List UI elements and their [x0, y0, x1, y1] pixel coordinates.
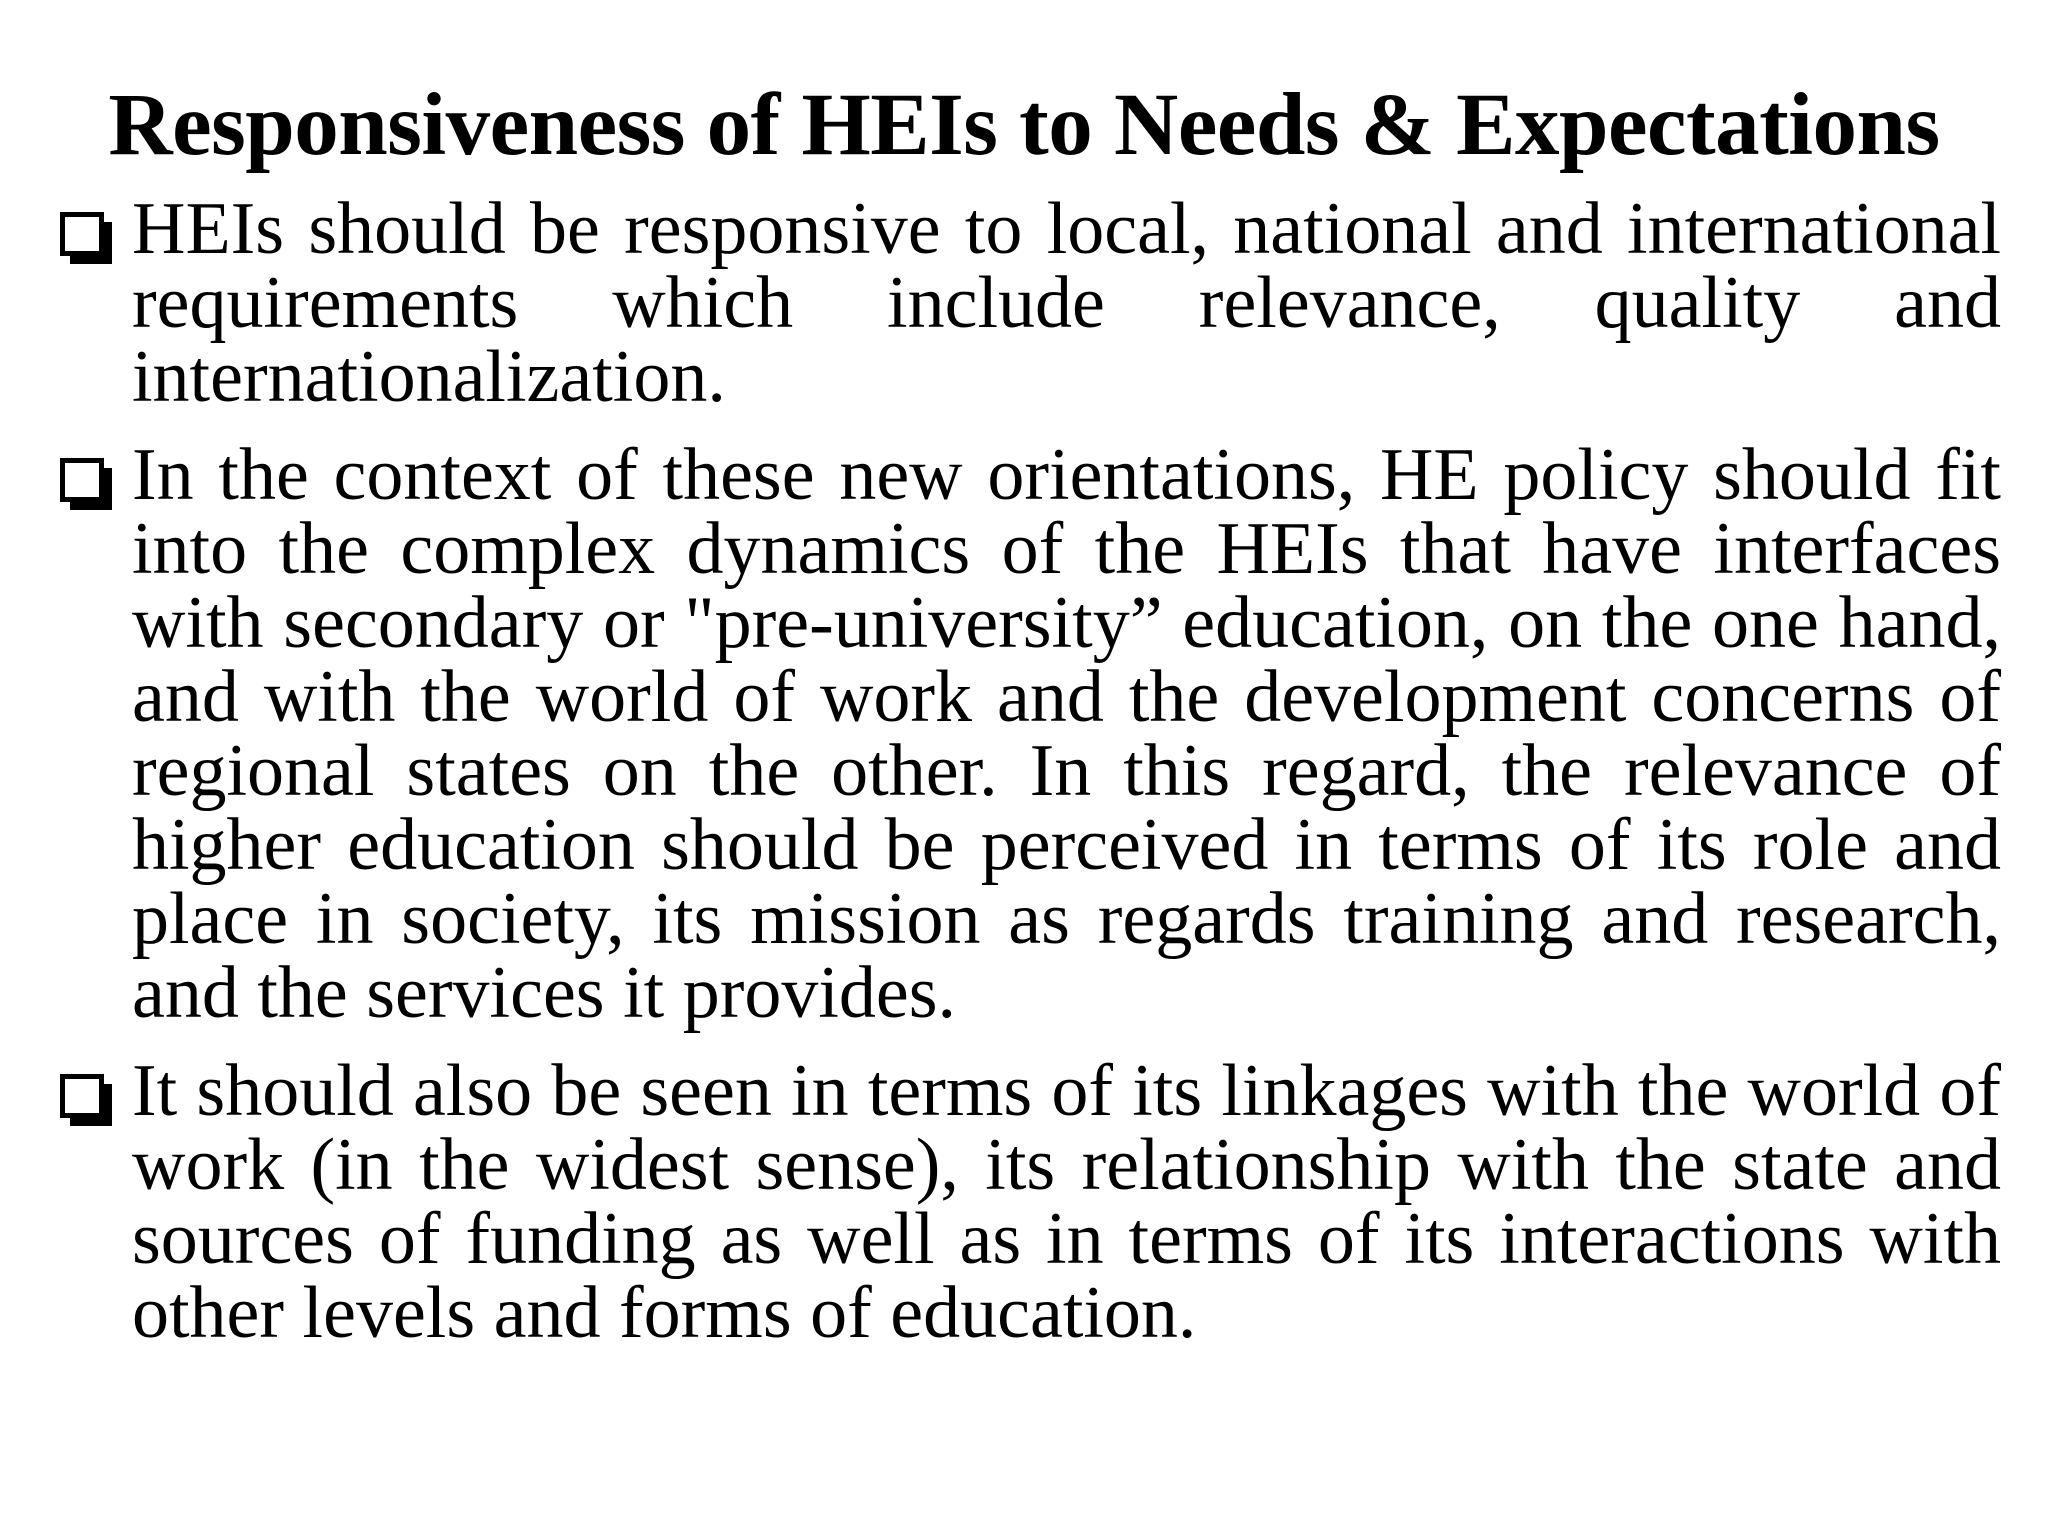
bullet-text: In the context of these new orientations, HE policy should fit into the complex dynamics of the HEIs that have interfaces with secondary or "pre-university” education, on the one hand, and with the world of work and the development concerns of regional states on the other. In this regard, the relevance of higher education should be perceived in terms of its role and place in society, its mission as regards training and research, and the services it provides. [132, 434, 2001, 1034]
bullet-text: It should also be seen in terms of its linkages with the world of work (in the widest sense), its relationship with the state and sources of funding as well as in terms of its interactions with other levels and forms of education. [132, 1050, 2001, 1354]
square-bullet-icon [60, 212, 104, 256]
bullet-item [58, 188, 2001, 418]
bullet-list [58, 188, 2001, 1374]
square-bullet-icon [60, 1074, 104, 1118]
bullet-item [58, 434, 2001, 1034]
bullet-item [58, 1050, 2001, 1354]
bullet-text: HEIs should be responsive to local, national and international requirements which include relevance, quality and internationalization. [132, 188, 2001, 418]
slide-title: Responsiveness of HEIs to Needs & Expectations [108, 76, 1940, 174]
square-bullet-icon [60, 458, 104, 502]
